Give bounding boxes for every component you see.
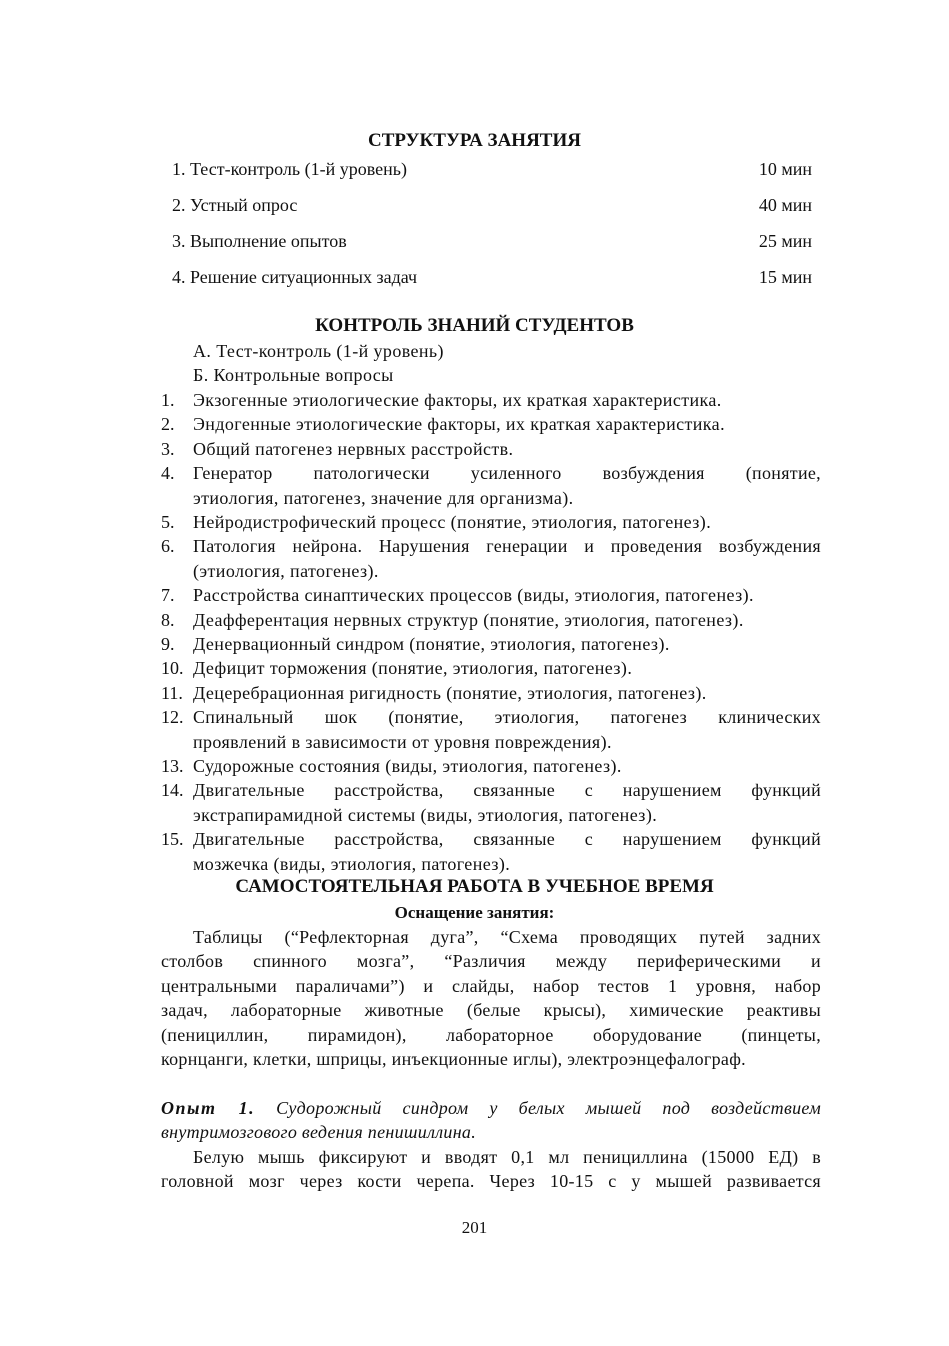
question-text: Нейродистрофический процесс (понятие, этиология, патогенез). [193,512,712,532]
question-text: экстрапирамидной системы (виды, этиология, патогенез). [193,804,658,825]
question-text: Двигательные расстройства, связанные с нарушением функций [193,780,821,801]
question-number: 5. [161,512,175,532]
question-number: 7. [161,585,175,606]
question-text: Дефицит торможения (понятие, этиология, патогенез). [193,658,633,679]
question-text: этиология, патогенез, значение для организма). [193,487,574,508]
question-text: Эндогенные этиологические факторы, их краткая характеристика. [193,414,725,435]
question-number: 2. [161,414,175,435]
selfwork-text-line: (пенициллин, пирамидон), лабораторное оборудование (пинцеты, [161,1024,821,1045]
question-number: 9. [161,634,175,654]
question-text: Патология нейрона. Нарушения генерации и проведения возбуждения [193,536,821,557]
structure-title: СТРУКТУРА ЗАНЯТИЯ [368,130,581,151]
selfwork-title: САМОСТОЯТЕЛЬНАЯ РАБОТА В УЧЕБНОЕ ВРЕМЯ [235,876,714,897]
question-number: 10. [161,658,184,679]
question-number: 11. [161,682,183,703]
structure-item-label: 1. Тест-контроль (1-й уровень) [172,159,407,179]
question-text: проявлений в зависимости от уровня повреждения). [193,731,612,752]
control-title: КОНТРОЛЬ ЗНАНИЙ СТУДЕНТОВ [315,315,634,336]
selfwork-text-line: столбов спинного мозга”, “Различия между периферическими и [161,951,821,972]
sub-b-label: Б. Контрольные вопросы [193,365,394,385]
question-text: Судорожные состояния (виды, этиология, патогенез). [193,756,622,776]
selfwork-text-line: Таблицы (“Рефлекторная дуга”, “Схема проводящих путей задних [193,927,821,947]
selfwork-text-line: корнцанги, клетки, шприцы, инъекционные иглы), электроэнцефалограф. [161,1049,746,1069]
question-text: Денервационный синдром (понятие, этиология, патогенез). [193,634,670,654]
experiment-label: Опыт 1. [161,1098,256,1118]
selfwork-text-line: центральными параличами”) и слайды, набор тестов 1 уровня, набор [161,975,821,996]
question-text: Двигательные расстройства, связанные с нарушением функций [193,829,821,850]
experiment-title-line-2: внутримозгового ведения пенишиллина. [161,1122,477,1142]
question-number: 6. [161,536,175,557]
question-text: мозжечка (виды, этиология, патогенез). [193,853,511,874]
experiment-title-text: Судорожный синдром у белых мышей под воздействием [276,1098,821,1118]
structure-item-duration: 10 мин [758,159,812,179]
structure-item-label: 4. Решение ситуационных задач [172,267,418,287]
question-text: Децеребрационная ригидность (понятие, этиология, патогенез). [193,682,707,703]
question-number: 12. [161,707,184,728]
question-number: 14. [161,780,184,801]
experiment-text-line: Белую мышь фиксируют и вводят 0,1 мл пенициллина (15000 ЕД) в [193,1147,821,1167]
selfwork-subtitle: Оснащение занятия: [394,903,555,922]
question-number: 4. [161,463,175,484]
question-number: 3. [161,438,175,459]
structure-item-label: 2. Устный опрос [172,195,298,215]
structure-item-duration: 15 мин [758,267,812,287]
experiment-text-line: головной мозг через кости черепа. Через 10-15 с у мышей развивается [161,1171,821,1191]
question-text: Спинальный шок (понятие, этиология, патогенез клинических [193,707,821,728]
question-text: Деафферентация нервных структур (понятие, этиология, патогенез). [193,609,744,630]
question-number: 15. [161,829,184,850]
structure-item-duration: 40 мин [758,195,812,215]
sub-a-label: А. Тест-контроль (1-й уровень) [193,341,444,361]
question-number: 13. [161,756,184,776]
structure-item-duration: 25 мин [758,231,812,251]
question-text: (этиология, патогенез). [193,560,379,581]
question-text: Экзогенные этиологические факторы, их краткая характеристика. [193,390,722,410]
structure-item-label: 3. Выполнение опытов [172,231,347,251]
question-number: 8. [161,609,175,630]
question-text: Общий патогенез нервных расстройств. [193,438,514,459]
page-number: 201 [461,1218,488,1237]
question-text: Расстройства синаптических процессов (виды, этиология, патогенез). [193,585,754,606]
experiment-title-line [161,1098,821,1119]
question-number: 1. [161,390,175,410]
question-text: Генератор патологически усиленного возбуждения (понятие, [193,463,821,484]
selfwork-text-line: задач, лабораторные животные (белые крысы), химические реактивы [161,1000,821,1021]
